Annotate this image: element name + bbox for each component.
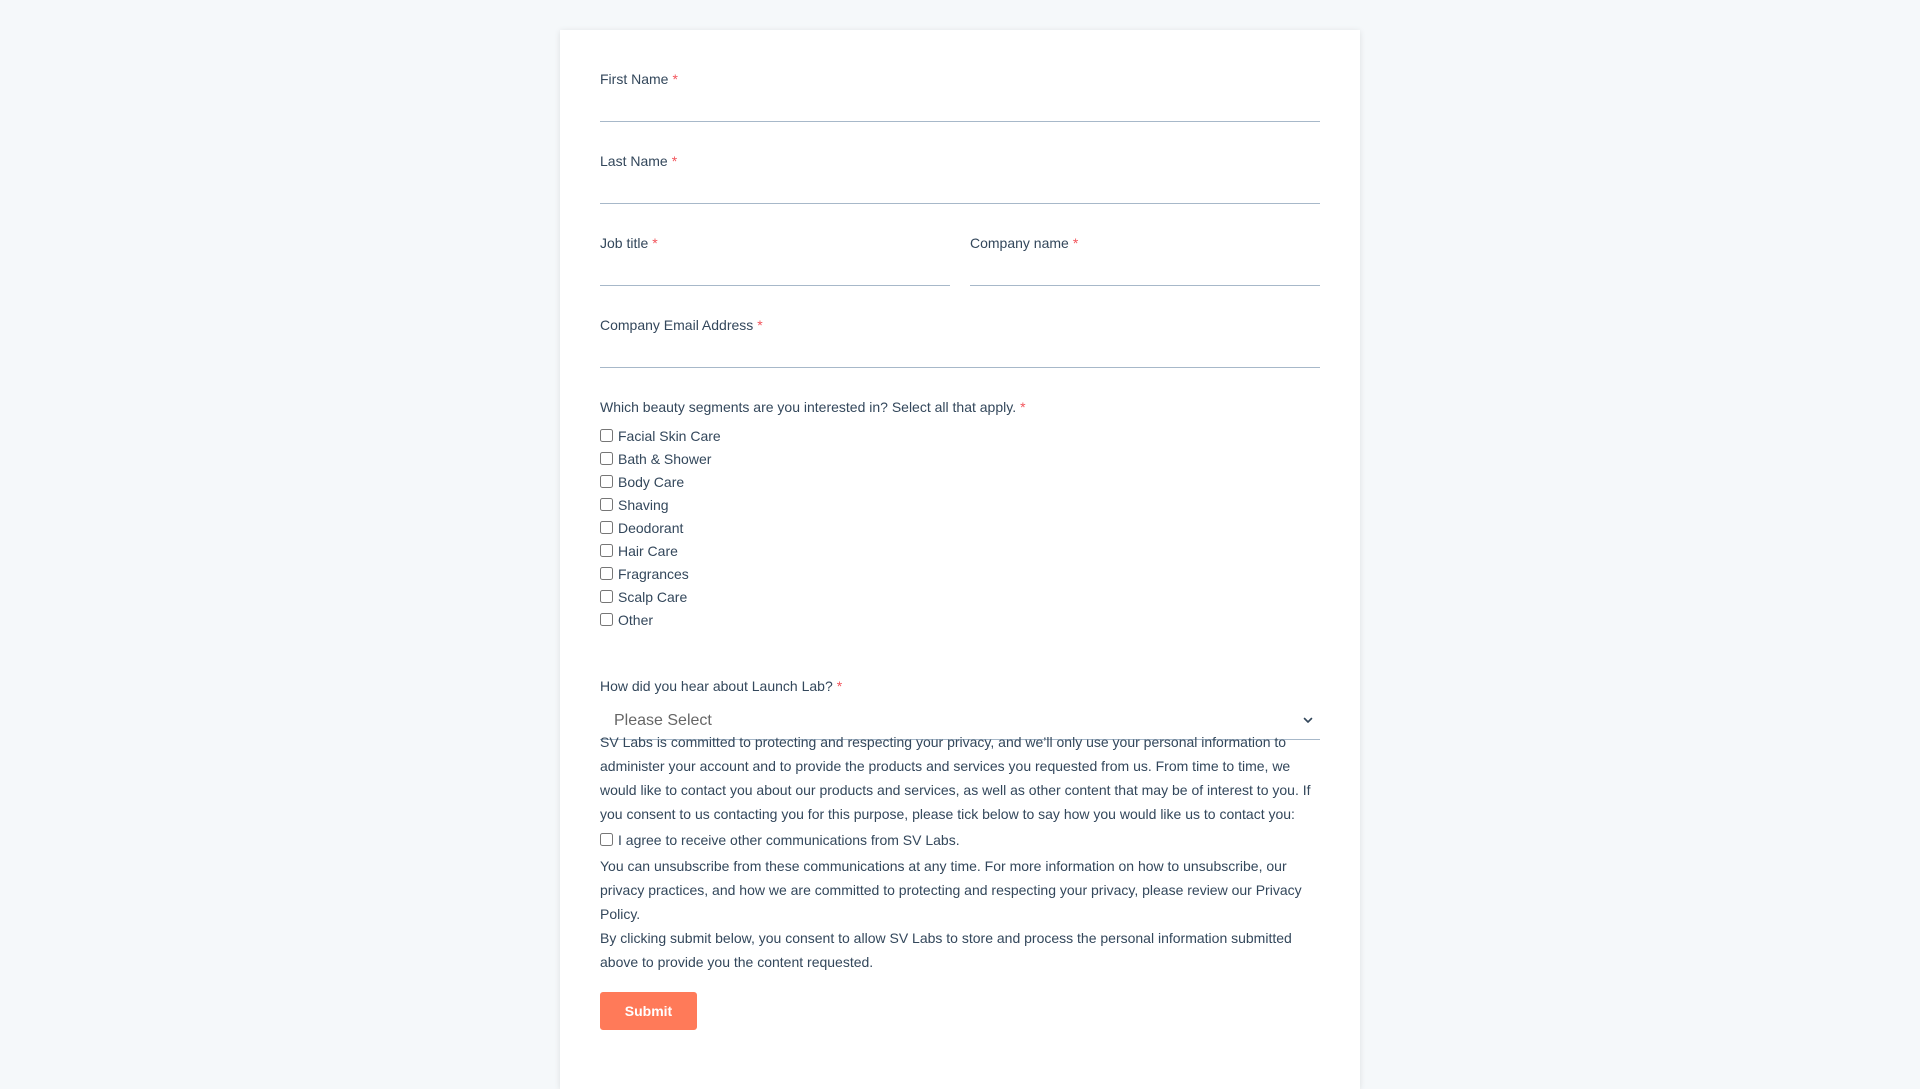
company-email-field xyxy=(600,316,1320,368)
segment-checkbox[interactable] xyxy=(600,498,613,511)
last-name-label: Last Name * xyxy=(600,153,678,169)
segment-option-label: Scalp Care xyxy=(618,588,688,605)
hear-about-label: How did you hear about Launch Lab? * xyxy=(600,678,843,694)
privacy-text: SV Labs is committed to protecting and respecting your privacy, and we’ll only use your personal information to administer your account and to provide the products and services you requested from us. From time to time, we would like to contact you about our products and services, as well as other content that may be of interest to you. If you consent to us contacting you for this purpose, please tick below to say how you would like us to contact you: xyxy=(600,734,1311,822)
segment-option-label: Bath & Shower xyxy=(618,450,712,467)
segment-option[interactable] xyxy=(600,470,1320,493)
segment-checkbox[interactable] xyxy=(600,521,613,534)
segment-checkbox[interactable] xyxy=(600,429,613,442)
segment-option[interactable] xyxy=(600,516,1320,539)
submit-consent-text: By clicking submit below, you consent to allow SV Labs to store and process the personal information submitted above to provide you the content requested. xyxy=(600,930,1292,970)
form-card xyxy=(560,30,1360,1089)
segment-option[interactable] xyxy=(600,447,1320,470)
first-name-field xyxy=(600,70,1320,122)
consent-option[interactable] xyxy=(600,828,1320,851)
required-mark: * xyxy=(1072,235,1079,251)
company-name-input[interactable] xyxy=(970,260,1320,286)
company-name-label: Company name * xyxy=(970,235,1079,251)
required-mark: * xyxy=(671,153,678,169)
last-name-field xyxy=(600,152,1320,204)
unsubscribe-text: You can unsubscribe from these communications at any time. For more information on how to unsubscribe, our privacy practices, and how we are committed to protecting and respecting your privacy, please review our Privacy Policy. xyxy=(600,858,1302,922)
required-mark: * xyxy=(836,678,843,694)
segment-option[interactable] xyxy=(600,562,1320,585)
segments-checkbox-list xyxy=(600,424,1320,631)
first-name-label: First Name * xyxy=(600,71,678,87)
segment-checkbox[interactable] xyxy=(600,452,613,465)
segment-option[interactable] xyxy=(600,608,1320,631)
required-mark: * xyxy=(672,71,678,87)
segment-option[interactable] xyxy=(600,424,1320,447)
first-name-input[interactable] xyxy=(600,96,1320,122)
segment-option[interactable] xyxy=(600,585,1320,608)
segment-option-label: Fragrances xyxy=(618,565,689,582)
job-title-field xyxy=(600,234,950,286)
required-mark: * xyxy=(757,317,763,333)
segment-option-label: Body Care xyxy=(618,473,685,490)
segment-option-label: Hair Care xyxy=(618,542,678,559)
segment-checkbox[interactable] xyxy=(600,590,613,603)
segments-label: Which beauty segments are you interested in? Select all that apply. * xyxy=(600,399,1026,415)
last-name-input[interactable] xyxy=(600,178,1320,204)
company-email-label: Company Email Address * xyxy=(600,317,763,333)
company-name-field xyxy=(970,234,1320,286)
segment-option[interactable] xyxy=(600,493,1320,516)
required-mark: * xyxy=(652,235,658,251)
submit-button[interactable]: Submit xyxy=(600,992,697,1030)
required-mark: * xyxy=(1020,399,1026,415)
segment-checkbox[interactable] xyxy=(600,613,613,626)
job-title-label: Job title * xyxy=(600,235,658,251)
segment-checkbox[interactable] xyxy=(600,475,613,488)
segment-checkbox[interactable] xyxy=(600,567,613,580)
segment-option-label: Other xyxy=(618,611,654,628)
segments-field xyxy=(600,398,1320,631)
segment-option-label: Facial Skin Care xyxy=(618,427,721,444)
segment-option-label: Shaving xyxy=(618,496,669,513)
consent-checkbox[interactable] xyxy=(600,833,613,846)
segment-checkbox[interactable] xyxy=(600,544,613,557)
segment-option[interactable] xyxy=(600,539,1320,562)
company-email-input[interactable] xyxy=(600,342,1320,368)
job-title-input[interactable] xyxy=(600,260,950,286)
privacy-section xyxy=(600,730,1320,974)
consent-checkbox-label: I agree to receive other communications from SV Labs. xyxy=(618,831,960,848)
segment-option-label: Deodorant xyxy=(618,519,684,536)
